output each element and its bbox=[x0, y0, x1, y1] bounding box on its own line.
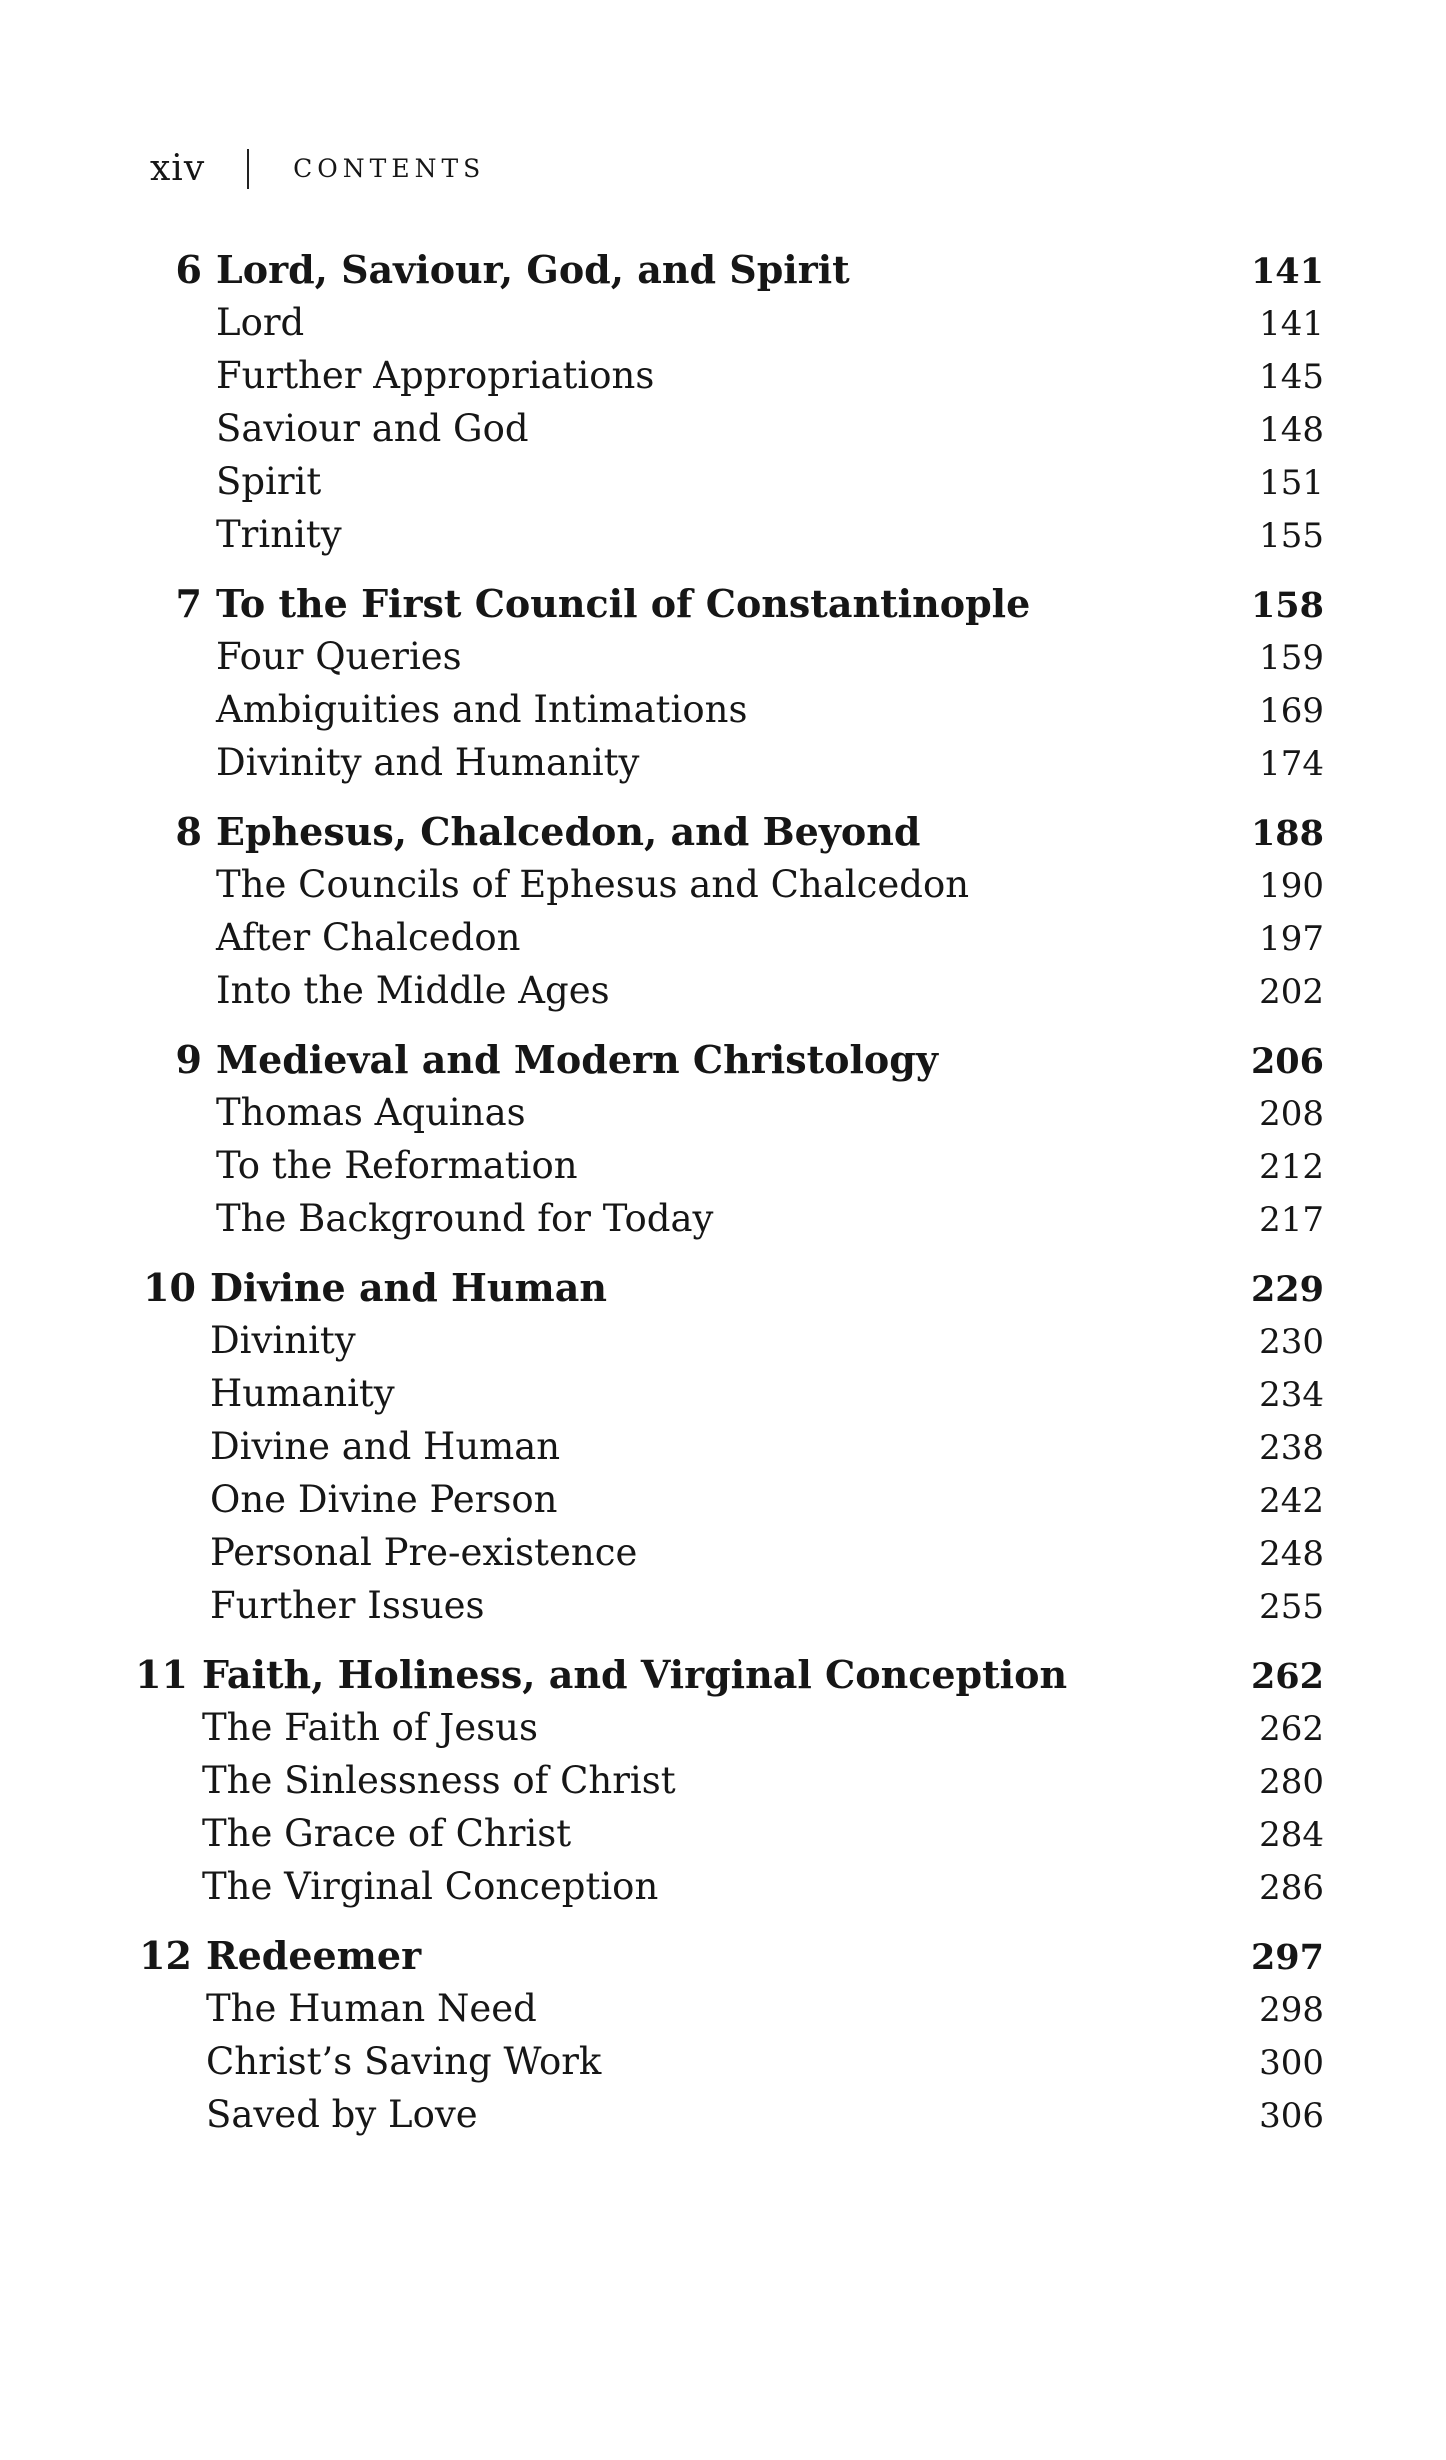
section-page-number: 300 bbox=[1259, 2043, 1324, 2083]
section-page-number: 284 bbox=[1259, 1815, 1324, 1855]
section-title: The Sinlessness of Christ bbox=[202, 1759, 676, 1802]
chapter-title: To the First Council of Constantinople bbox=[216, 581, 1031, 626]
section-entry[interactable] bbox=[202, 1754, 1324, 1807]
chapter-entry bbox=[150, 577, 1324, 789]
section-page-number: 230 bbox=[1259, 1322, 1324, 1362]
section-entry[interactable] bbox=[202, 1807, 1324, 1860]
chapter-number: 7 bbox=[175, 581, 202, 626]
section-title: After Chalcedon bbox=[216, 916, 521, 959]
section-entry[interactable] bbox=[202, 1701, 1324, 1754]
section-entry[interactable] bbox=[210, 1526, 1324, 1579]
section-entry[interactable] bbox=[216, 736, 1324, 789]
section-entry[interactable] bbox=[216, 1139, 1324, 1192]
section-entry[interactable] bbox=[216, 1086, 1324, 1139]
section-entry[interactable] bbox=[216, 858, 1324, 911]
section-page-number: 212 bbox=[1259, 1147, 1324, 1187]
section-title: Trinity bbox=[216, 513, 342, 556]
running-title: CONTENTS bbox=[293, 154, 486, 183]
section-page-number: 280 bbox=[1259, 1762, 1324, 1802]
section-title: Divine and Human bbox=[210, 1425, 561, 1468]
section-page-number: 238 bbox=[1259, 1428, 1324, 1468]
section-entry[interactable] bbox=[216, 349, 1324, 402]
section-title: One Divine Person bbox=[210, 1478, 558, 1521]
section-page-number: 217 bbox=[1259, 1200, 1324, 1240]
chapter-entry bbox=[135, 1648, 1324, 1913]
section-title: Humanity bbox=[210, 1372, 395, 1415]
section-entry[interactable] bbox=[216, 455, 1324, 508]
section-page-number: 202 bbox=[1259, 972, 1324, 1012]
section-page-number: 262 bbox=[1259, 1709, 1324, 1749]
section-entry[interactable] bbox=[202, 1860, 1324, 1913]
section-title: The Faith of Jesus bbox=[202, 1706, 538, 1749]
section-page-number: 298 bbox=[1259, 1990, 1324, 2030]
section-title: Personal Pre-existence bbox=[210, 1531, 638, 1574]
section-title: Into the Middle Ages bbox=[216, 969, 610, 1012]
section-title: Divinity and Humanity bbox=[216, 741, 640, 784]
chapter-title: Medieval and Modern Christology bbox=[216, 1037, 938, 1082]
section-page-number: 248 bbox=[1259, 1534, 1324, 1574]
section-title: The Councils of Ephesus and Chalcedon bbox=[216, 863, 970, 906]
section-page-number: 306 bbox=[1259, 2096, 1324, 2136]
chapter-number: 6 bbox=[175, 247, 202, 292]
chapter-title: Divine and Human bbox=[210, 1265, 607, 1310]
section-entry[interactable] bbox=[210, 1473, 1324, 1526]
section-title: Lord bbox=[216, 301, 305, 344]
section-entry[interactable] bbox=[210, 1314, 1324, 1367]
section-entry[interactable] bbox=[206, 2035, 1324, 2088]
running-header bbox=[150, 148, 485, 189]
section-page-number: 208 bbox=[1259, 1094, 1324, 1134]
header-divider bbox=[247, 149, 249, 189]
chapter-entry bbox=[150, 243, 1324, 561]
section-page-number: 286 bbox=[1259, 1868, 1324, 1908]
chapter-number: 12 bbox=[139, 1933, 192, 1978]
section-entry[interactable] bbox=[210, 1579, 1324, 1632]
chapter-heading[interactable] bbox=[175, 243, 1324, 296]
chapter-heading[interactable] bbox=[135, 1648, 1324, 1701]
section-page-number: 159 bbox=[1259, 638, 1324, 678]
chapter-heading[interactable] bbox=[175, 805, 1324, 858]
section-page-number: 242 bbox=[1259, 1481, 1324, 1521]
section-page-number: 255 bbox=[1259, 1587, 1324, 1627]
section-title: Saved by Love bbox=[206, 2093, 478, 2136]
section-page-number: 145 bbox=[1259, 357, 1324, 397]
section-page-number: 190 bbox=[1259, 866, 1324, 906]
section-entry[interactable] bbox=[216, 683, 1324, 736]
section-title: Thomas Aquinas bbox=[216, 1091, 526, 1134]
section-title: Christ’s Saving Work bbox=[206, 2040, 602, 2083]
chapter-heading[interactable] bbox=[139, 1929, 1324, 1982]
section-entry[interactable] bbox=[216, 911, 1324, 964]
chapter-entry bbox=[150, 1033, 1324, 1245]
table-of-contents bbox=[135, 243, 1324, 2157]
section-entry[interactable] bbox=[216, 964, 1324, 1017]
chapter-heading[interactable] bbox=[175, 1033, 1324, 1086]
section-entry[interactable] bbox=[216, 402, 1324, 455]
section-entry[interactable] bbox=[216, 296, 1324, 349]
section-title: Ambiguities and Intimations bbox=[216, 688, 748, 731]
section-entry[interactable] bbox=[210, 1420, 1324, 1473]
section-title: Divinity bbox=[210, 1319, 356, 1362]
chapter-number: 8 bbox=[175, 809, 202, 854]
section-entry[interactable] bbox=[210, 1367, 1324, 1420]
section-entry[interactable] bbox=[206, 1982, 1324, 2035]
chapter-title: Lord, Saviour, God, and Spirit bbox=[216, 247, 850, 292]
section-title: The Human Need bbox=[206, 1987, 537, 2030]
section-title: Further Appropriations bbox=[216, 354, 655, 397]
chapter-page-number: 297 bbox=[1250, 1937, 1324, 1978]
chapter-number: 9 bbox=[175, 1037, 202, 1082]
chapter-entry bbox=[143, 1261, 1324, 1632]
section-title: The Grace of Christ bbox=[202, 1812, 572, 1855]
section-page-number: 141 bbox=[1259, 304, 1324, 344]
chapter-heading[interactable] bbox=[175, 577, 1324, 630]
page-number: xiv bbox=[150, 148, 206, 189]
chapter-entry bbox=[139, 1929, 1324, 2141]
section-entry[interactable] bbox=[216, 630, 1324, 683]
chapter-page-number: 141 bbox=[1250, 251, 1324, 292]
chapter-page-number: 188 bbox=[1250, 813, 1324, 854]
chapter-entry bbox=[150, 805, 1324, 1017]
section-title: To the Reformation bbox=[216, 1144, 578, 1187]
section-page-number: 174 bbox=[1259, 744, 1324, 784]
chapter-number: 11 bbox=[135, 1652, 188, 1697]
section-title: Saviour and God bbox=[216, 407, 529, 450]
section-page-number: 151 bbox=[1259, 463, 1324, 503]
chapter-page-number: 206 bbox=[1250, 1041, 1324, 1082]
section-entry[interactable] bbox=[216, 1192, 1324, 1245]
chapter-page-number: 262 bbox=[1250, 1656, 1324, 1697]
chapter-heading[interactable] bbox=[143, 1261, 1324, 1314]
section-title: Four Queries bbox=[216, 635, 462, 678]
chapter-title: Redeemer bbox=[206, 1933, 422, 1978]
section-title: Further Issues bbox=[210, 1584, 485, 1627]
section-title: The Background for Today bbox=[216, 1197, 714, 1240]
section-page-number: 197 bbox=[1259, 919, 1324, 959]
section-title: Spirit bbox=[216, 460, 322, 503]
section-page-number: 155 bbox=[1259, 516, 1324, 556]
chapter-page-number: 158 bbox=[1250, 585, 1324, 626]
section-entry[interactable] bbox=[206, 2088, 1324, 2141]
chapter-title: Ephesus, Chalcedon, and Beyond bbox=[216, 809, 921, 854]
section-entry[interactable] bbox=[216, 508, 1324, 561]
chapter-page-number: 229 bbox=[1250, 1269, 1324, 1310]
section-page-number: 148 bbox=[1259, 410, 1324, 450]
chapter-number: 10 bbox=[143, 1265, 196, 1310]
chapter-title: Faith, Holiness, and Virginal Conception bbox=[202, 1652, 1068, 1697]
section-page-number: 169 bbox=[1259, 691, 1324, 731]
section-title: The Virginal Conception bbox=[202, 1865, 659, 1908]
section-page-number: 234 bbox=[1259, 1375, 1324, 1415]
